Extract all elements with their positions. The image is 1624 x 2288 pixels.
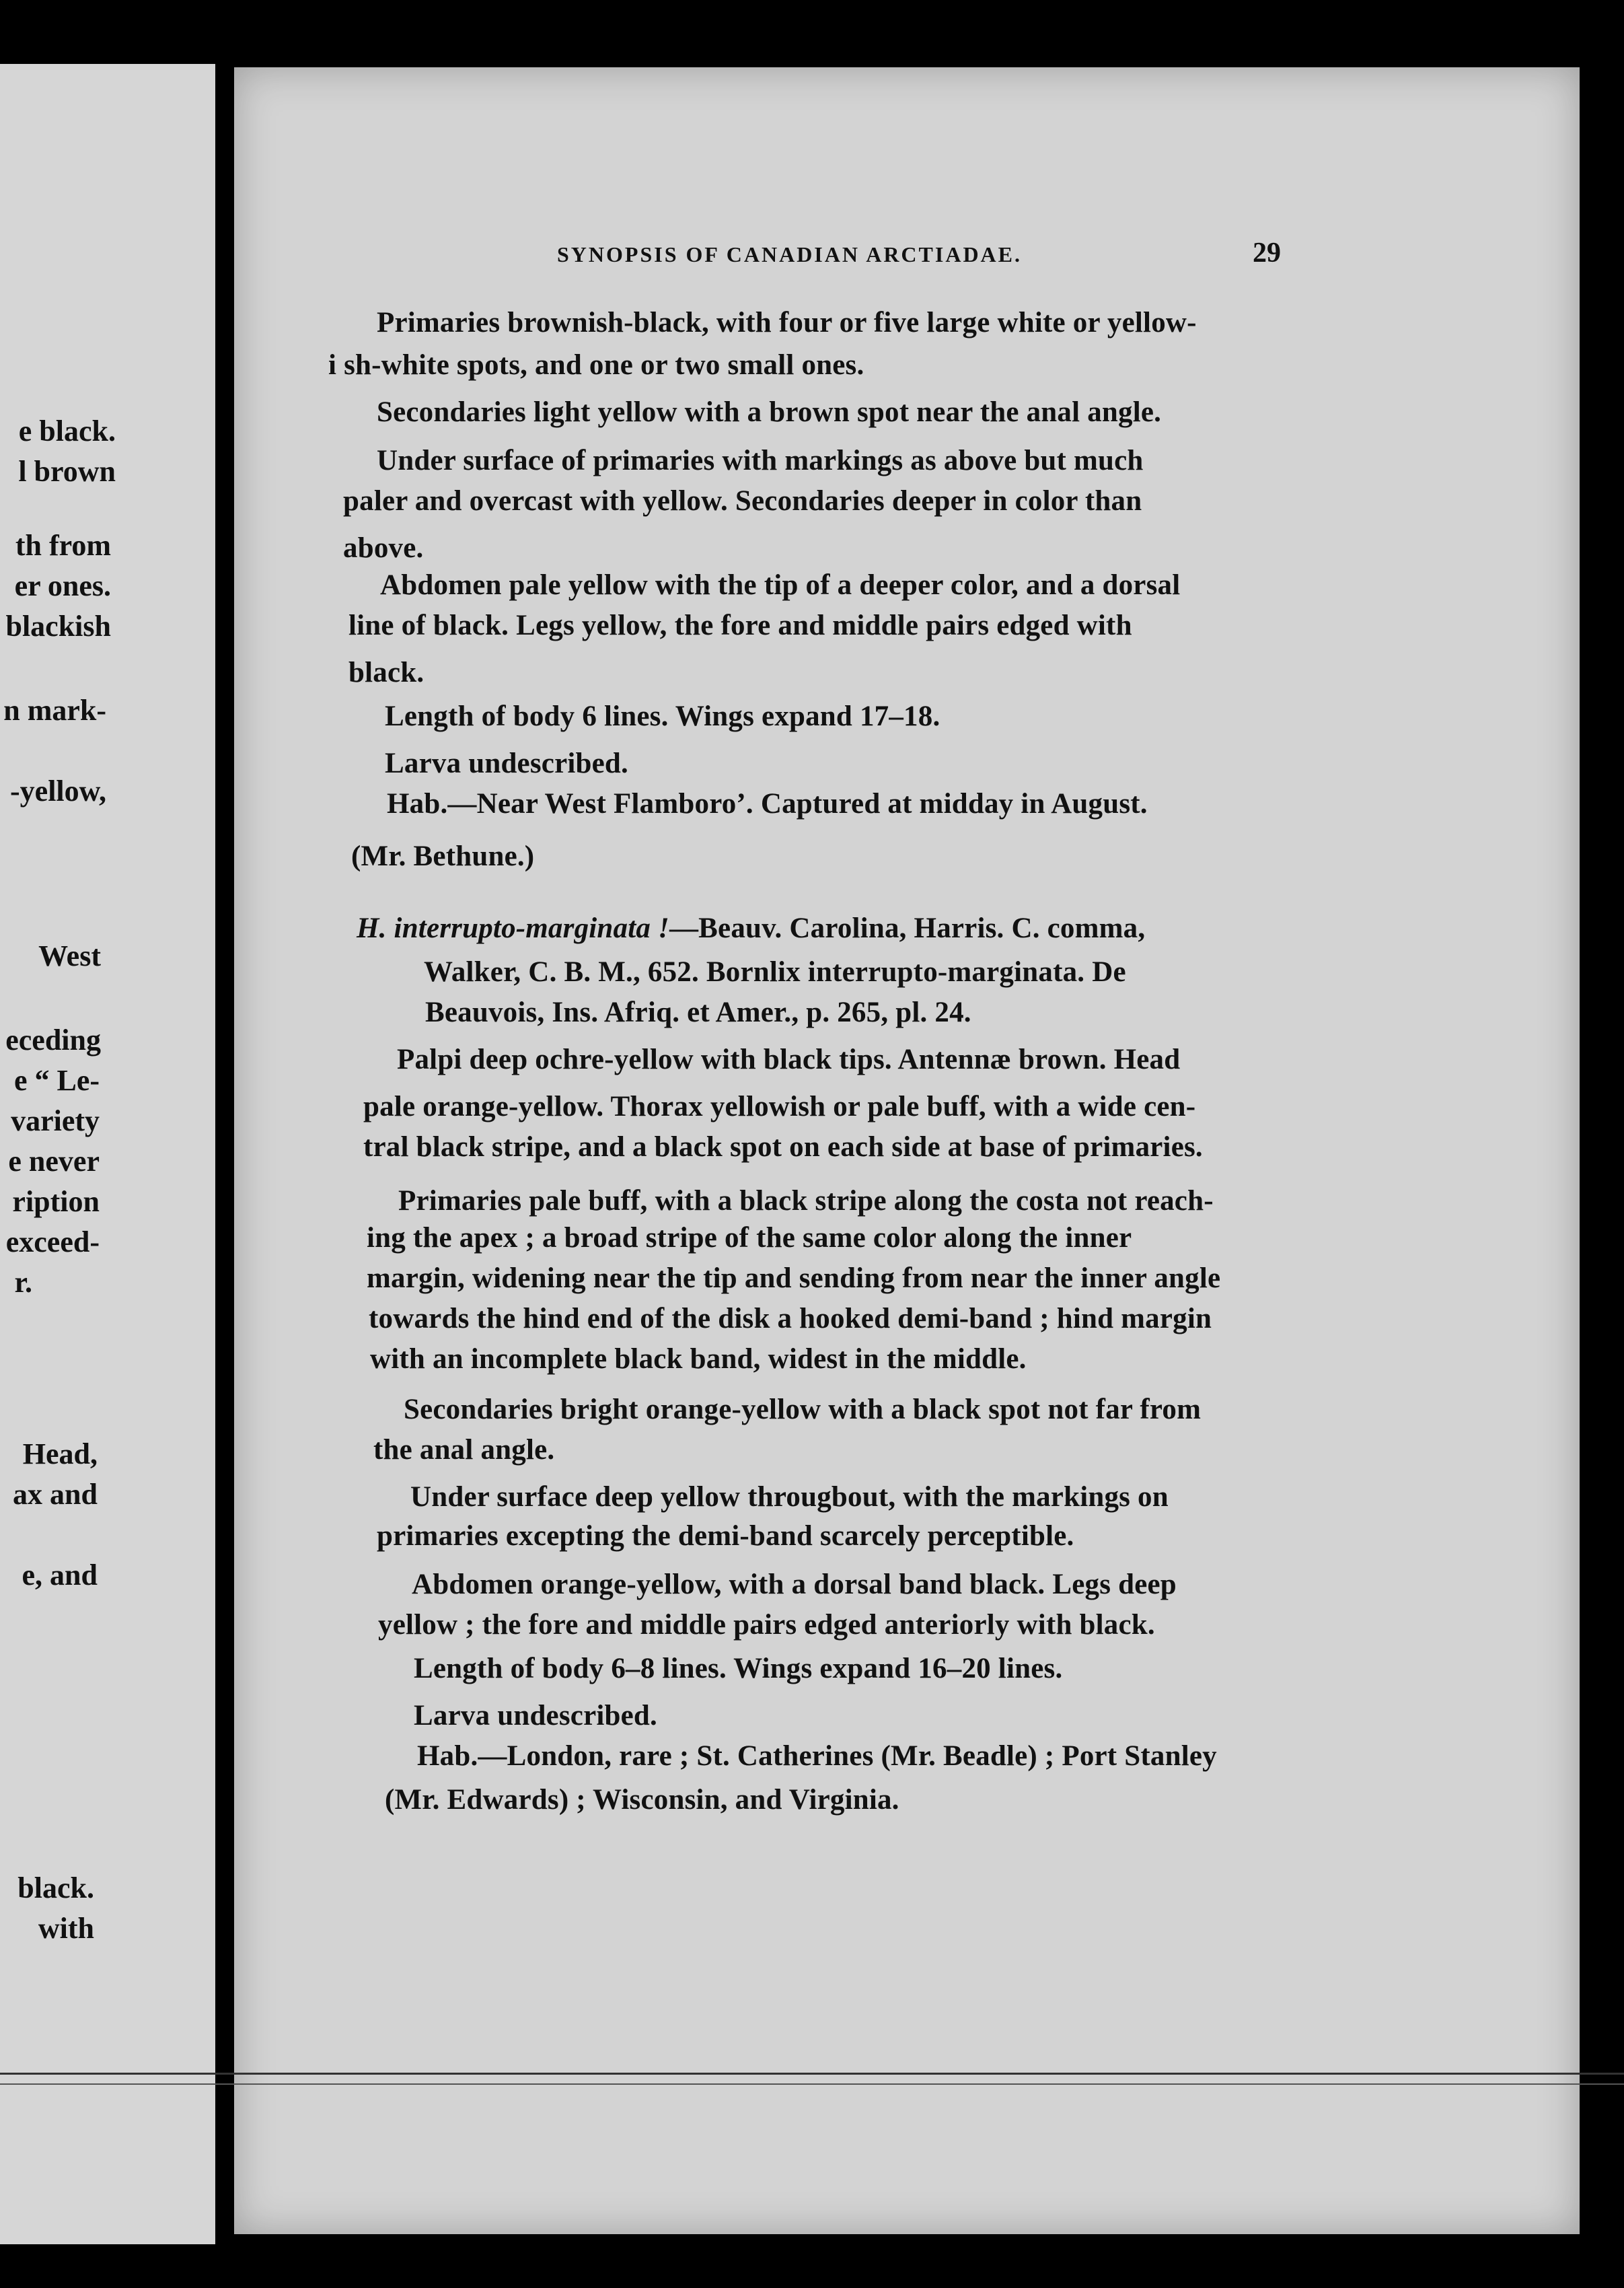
left-fragment: l brown	[18, 455, 116, 488]
text-line: i sh-white spots, and one or two small ones.	[328, 349, 864, 381]
running-head: SYNOPSIS OF CANADIAN ARCTIADAE.	[557, 242, 1022, 266]
left-fragment: exceed-	[5, 1225, 100, 1258]
left-fragment: e black.	[18, 415, 116, 448]
left-fragment: variety	[11, 1104, 100, 1137]
text-line: Under surface deep yellow througbout, with the markings on	[410, 1481, 1169, 1513]
left-fragment: e “ Le-	[13, 1064, 100, 1097]
page-number: 29	[1253, 238, 1281, 269]
text-line: Larva undescribed.	[385, 748, 628, 779]
text-line: paler and overcast with yellow. Secondaries deeper in color than	[343, 485, 1142, 517]
bottom-rule	[0, 2073, 1624, 2075]
text-line: Abdomen pale yellow with the tip of a deeper color, and a dorsal	[380, 569, 1181, 601]
left-fragment: -yellow,	[10, 775, 106, 808]
text-line: Primaries brownish-black, with four or five large white or yellow-	[377, 307, 1197, 338]
text-line: Abdomen orange-yellow, with a dorsal band black. Legs deep	[412, 1569, 1177, 1600]
text-line: Beauvois, Ins. Afriq. et Amer., p. 265, pl. 24.	[425, 997, 971, 1028]
left-fragment: ax and	[13, 1478, 98, 1511]
text-line: Secondaries light yellow with a brown spot near the anal angle.	[377, 396, 1162, 428]
species-heading	[357, 912, 1145, 945]
left-fragment: ription	[12, 1185, 100, 1218]
text-line: Secondaries bright orange-yellow with a black spot not far from	[404, 1394, 1202, 1425]
left-fragment: er ones.	[14, 569, 111, 602]
left-fragment: Head,	[22, 1437, 98, 1470]
species-synonymy: —Beauv. Carolina, Harris. C. comma,	[669, 913, 1146, 944]
text-line: above.	[343, 532, 424, 564]
bottom-rule	[0, 2083, 1624, 2085]
text-line: Palpi deep ochre-yellow with black tips. Antennæ brown. Head	[397, 1044, 1181, 1075]
text-line: Under surface of primaries with markings as above but much	[377, 445, 1144, 476]
text-line: ing the apex ; a broad stripe of the same color along the inner	[367, 1222, 1132, 1254]
species-name: H. interrupto-marginata !	[357, 913, 669, 944]
text-line: with an incomplete black band, widest in the middle.	[370, 1343, 1027, 1375]
text-line: the anal angle.	[373, 1434, 555, 1466]
text-line: Larva undescribed.	[414, 1700, 657, 1731]
text-line: Length of body 6–8 lines. Wings expand 16–20 lines.	[414, 1653, 1063, 1684]
text-line: margin, widening near the tip and sending from near the inner angle	[367, 1262, 1221, 1294]
left-fragment: th from	[15, 529, 111, 562]
text-line: pale orange-yellow. Thorax yellowish or pale buff, with a wide cen-	[363, 1091, 1196, 1122]
text-line: primaries excepting the demi-band scarcely perceptible.	[377, 1520, 1074, 1552]
text-line: (Mr. Bethune.)	[351, 841, 535, 872]
text-line: (Mr. Edwards) ; Wisconsin, and Virginia.	[385, 1784, 899, 1816]
left-fragment: blackish	[5, 610, 111, 643]
text-line: Hab.—Near West Flamboro’. Captured at midday in August.	[387, 788, 1148, 820]
text-line: Primaries pale buff, with a black stripe along the costa not reach-	[398, 1185, 1214, 1217]
left-page-fragment	[0, 64, 215, 2244]
text-line: Length of body 6 lines. Wings expand 17–18.	[385, 701, 940, 732]
page-gutter-rule	[221, 87, 230, 2241]
left-fragment: with	[38, 1912, 94, 1945]
text-line: Walker, C. B. M., 652. Bornlix interrupto-marginata. De	[424, 956, 1126, 988]
text-line: tral black stripe, and a black spot on each side at base of primaries.	[363, 1131, 1203, 1163]
text-line: line of black. Legs yellow, the fore and middle pairs edged with	[348, 610, 1132, 641]
left-fragment: eceding	[5, 1024, 101, 1057]
left-fragment: e, and	[22, 1559, 98, 1592]
left-fragment: e never	[8, 1145, 100, 1178]
left-fragment: black.	[17, 1871, 94, 1904]
text-line: towards the hind end of the disk a hooked demi-band ; hind margin	[369, 1303, 1212, 1334]
left-fragment: r.	[14, 1266, 32, 1299]
left-fragment: n mark-	[3, 694, 106, 727]
left-fragment: West	[38, 939, 101, 972]
text-line: Hab.—London, rare ; St. Catherines (Mr. Beadle) ; Port Stanley	[417, 1740, 1217, 1772]
text-line: yellow ; the fore and middle pairs edged anteriorly with black.	[378, 1609, 1155, 1641]
text-line: black.	[348, 657, 425, 688]
